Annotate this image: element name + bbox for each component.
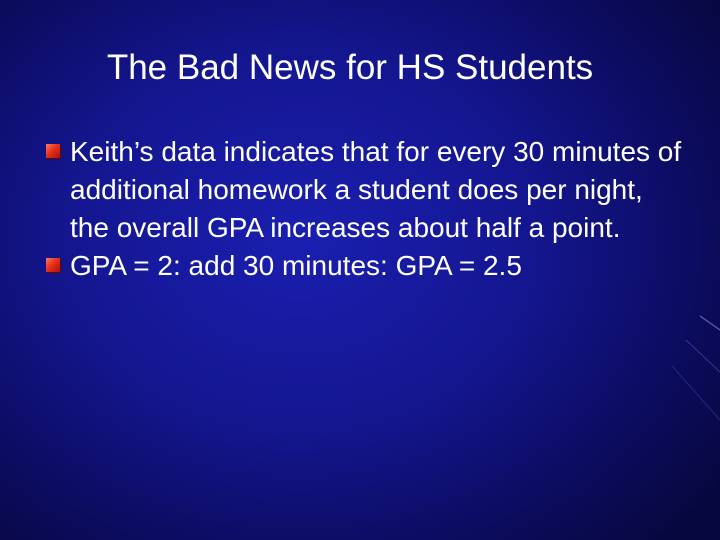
bullet-text: Keith’s data indicates that for every 30 minutes of additional homework a student does per night, the overall GPA increases about half a point. — [70, 136, 682, 243]
slide-title: The Bad News for HS Students — [106, 48, 594, 87]
bullet-list — [44, 133, 684, 285]
bullet-item — [44, 133, 684, 247]
square-bullet-icon — [46, 258, 60, 272]
bullet-item — [44, 247, 684, 285]
bullet-text: GPA = 2: add 30 minutes: GPA = 2.5 — [70, 250, 522, 281]
square-bullet-icon — [46, 144, 60, 158]
